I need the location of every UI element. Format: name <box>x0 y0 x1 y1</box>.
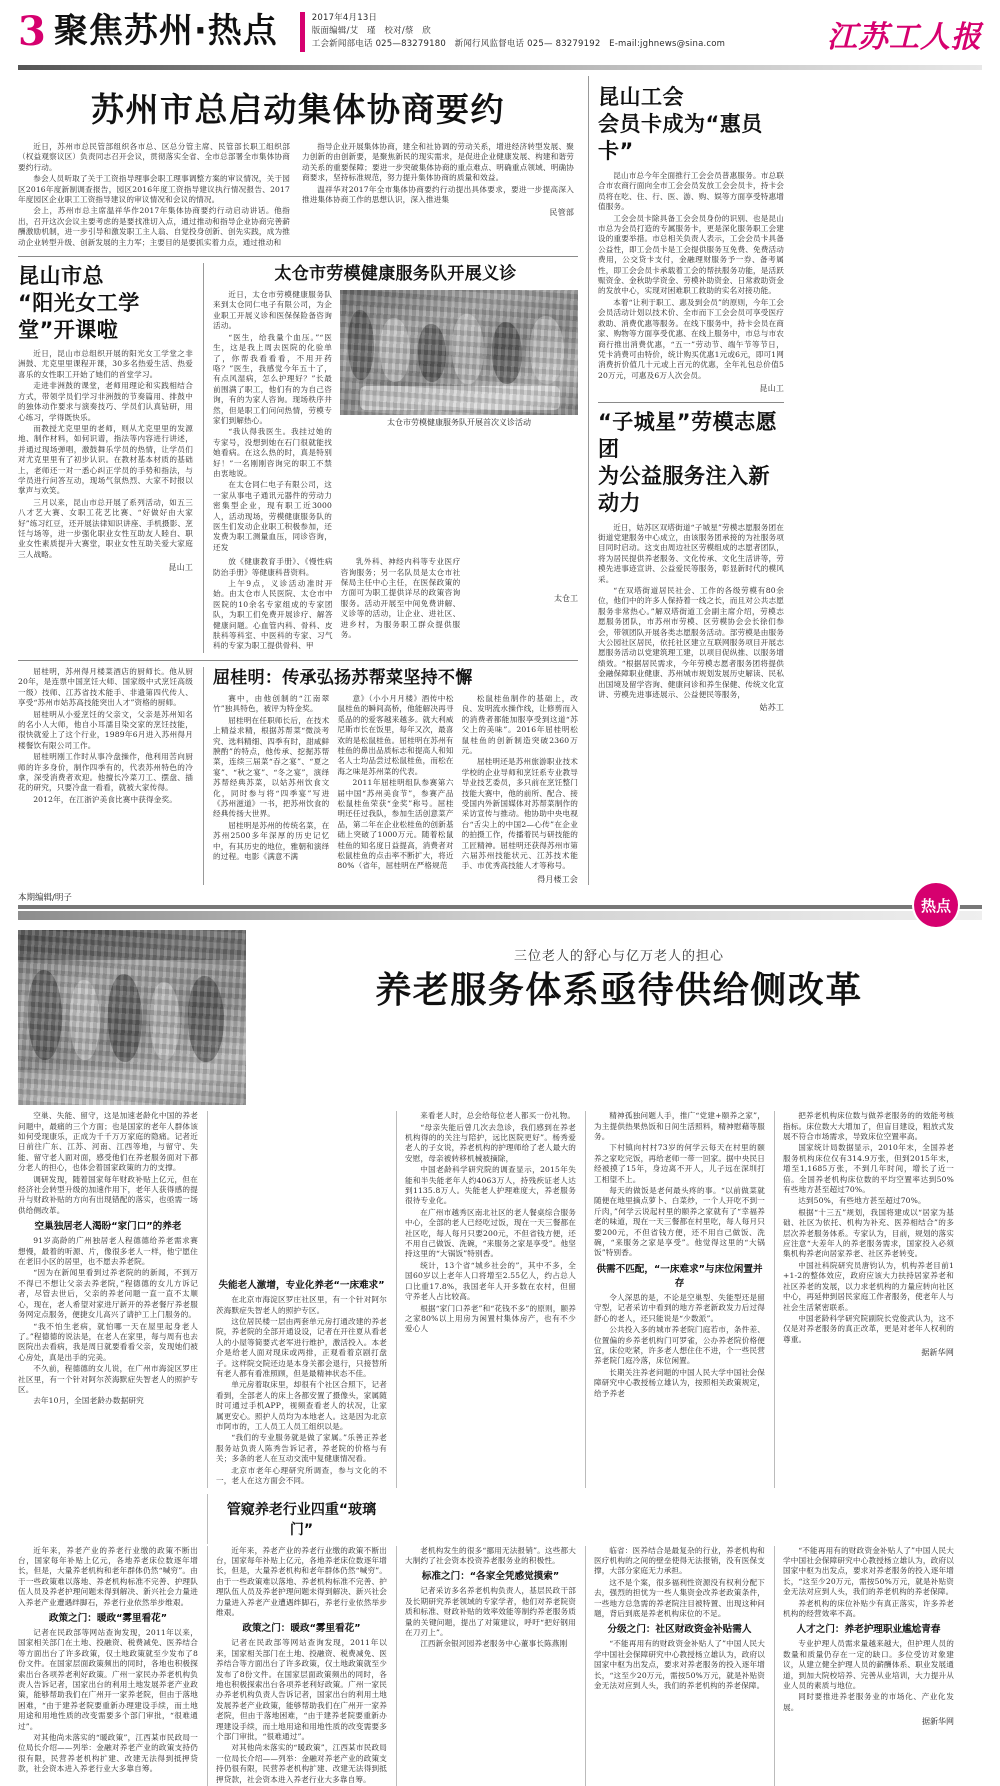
volunteer-source: 姑苏工 <box>598 703 784 713</box>
kunshan-school-headline-1: 昆山市总 <box>18 263 193 290</box>
left-column-group <box>18 76 578 885</box>
chef-headline: 屈桂明：传承弘扬苏帮菜坚持不懈 <box>213 667 578 690</box>
divider-3 <box>598 402 784 403</box>
lead-body-wrap <box>18 142 578 249</box>
section-break <box>18 891 982 920</box>
chef-cols <box>213 694 578 885</box>
kunshan-card-headline-1: 昆山工会 <box>598 84 784 111</box>
editor-note: 本期编辑/明子 <box>18 891 982 903</box>
contacts-line: 工会新闻部电话 025—83279180 新闻行风监督电话 025— 83279192 E-mail:jghnews@sina.com <box>312 38 725 51</box>
glassdoor-source: 据新华网 <box>783 1716 954 1727</box>
glassdoor-sub-2: 标准之门：“各家全凭感觉摸索” <box>405 1570 576 1584</box>
glassdoor-body <box>18 1546 982 1786</box>
glassdoor-spacer <box>18 1494 198 1544</box>
glassdoor-body-1: 近年来，养老产业的养老行业缴的政策不断出台，国家每年补贴上亿元，各地养老床位数逐年增长，但是，大量养老机构和老年群体仍然“喊穷”。由于一些政策难以落地、养老机构标准不完善、护理队伍人员及养老护理问题未得到解决、新兴社会力量进入养老产业遭遇绊脚石，养老行业依然举步维艰。 政策之门：暖政“雾里看花” 记者在民政部等网站查询发现，2011年以来，国家相关部门在土地、投融资、税费减免、医养结合等方面出台了许多政策，仅土地政策就至少发布了8份文件。在国家层面政策频出的同时，各地也积极探索出台各项养老利好政策。广州一家民办养老机构负责人告诉记者，国家出台的利用土地发展养老产业政策，能够帮助我们在广州开一家养老院，但由于落地困难，“由于建养老院要重新办理建设手续，而土地用途和用地性质的改变需要多个部门审批，“很难通过”。 对其他尚未落实的“暖政策”，江西某市民政局一位局长介绍——列举：金融对养老产业的政策支持仍很有限，民营养老机构扩建、改建无法得到抵押贷款，社会资本进入养老行业大多靠自筹。 <box>18 1546 198 1786</box>
feature-left <box>18 930 246 1105</box>
taicang-photo-wrap <box>340 290 578 554</box>
volunteer-headline-2: 为公益服务注入新动力 <box>598 463 784 517</box>
taicang-clinic-article <box>203 263 578 653</box>
glassdoor-sub-policy: 政策之门：暖政“雾里看花” <box>216 1622 387 1636</box>
page-number: 3 <box>18 12 46 52</box>
divider-2 <box>18 660 578 661</box>
glassdoor-col-1 <box>207 1494 387 1544</box>
chef-col-2: 赛中，由他创制的“江南翠竹”独具特色，被评为特金奖。 屈桂明在任职师长后，在技术上精益求精，根据苏帮菜“微淡考究、选料精细、四季有时，甜咸鲜腴酌”的特点，他传承、挖掘苏帮菜，连续三届菜“吞之宴”、“夏之宴”、“秋之宴”、“冬之宴”，演绎苏帮经典苏菜，以姑苏州饮食文化，同时参与将“四季宴”写进《苏州滋道》一书，把苏州饮食的经典传扬大世界。 屈桂明是苏州的传统名菜，在苏州2500多年深厚的历史记忆中，有其历史的地位，雅朝和演绎的过程。电影《满意不满 <box>213 694 329 885</box>
divider-1 <box>18 256 578 257</box>
feature-sub-2: 失能老人激增，专业化养老“一床难求” <box>216 1279 387 1293</box>
glassdoor-body-4: 临省：医养结合是最复杂的行业，养老机构和医疗机构的之间的壁垒使得无法报销，没有医保支撑，大部分家庭无力承担。 这不是个案，很多福利性资源没有权利分配下去，强烈的担忧为一些人集资金改养老政策条件，一些地方总急需的养老院注目被特置、出现这种问题，背后到底是养老机构床位的不足。 分级之门：社区财政资金补贴需人 “不能再用有的财政资金补贴人了”中国人民大学中国社会保障研究中心教授杨立雄认为，政府以国家中枢为出发点，要求对养老服务的投入逐年增长，“这至少20万元，需按50%万元，就是补贴资金无法对应到人头，我们的养老机构的养老保障。 <box>585 1546 765 1786</box>
feature-headline: 养老服务体系亟待供给侧改革 <box>256 968 982 1014</box>
taicang-col-3: 乳外科、神经内科等专业医疗咨询服务；另一名队员是太仓市社保局主任中心主任，在医保政策的方面可为职工提供详尽的政策咨询服务。活动开展至中间免费讲解、义诊等的活动，让企业、进社区、进乡村，为服务职工群众提供服务。 <box>341 557 461 653</box>
feature-body <box>18 1111 982 1487</box>
glassdoor-body-5: “不能再用有的财政资金补贴人了”中国人民大学中国社会保障研究中心教授杨立雄认为，政府以国家中枢为出发点，要求对养老服务的投入逐年增长，“这至少20万元，需按50%万元，就是补贴资金无法对应到人头，我们的养老机构的养老保障。 养老机构的床位补贴少有真正落实，许多养老机构的经营效率不高。 人才之门：养老护理职业尴尬青春 专业护理人员需求量越来越大，但护理人员的数量和质量仍存在一定的缺口。多位受访对象建议，从建立健全护理人员的薪酬体系、职业发展通道，到加大院校培养、完善从业培训，大力提升从业人员的素质与地位。 同时要推进养老服务业的市场化、产业化发展。 据新华网 <box>774 1546 954 1786</box>
taicang-top <box>213 290 578 554</box>
publish-date: 2017年4月13日 <box>312 12 725 25</box>
band-thin <box>18 905 982 909</box>
feature-col-1: 空巢、失能、留守，这是加速老龄化中国的养老问题中，最痛的三个方面；也是国家的老年人群体该如何受现康乐，正成为千千万万家庭的隐痛。记者近日前往广东、江苏、河南、江西等地，与留守、失能、留守老人面对面，感受他们在养老服务面对下都分老人的担心，也体会着国家政策的力的支撑。 调研发现，随着国家每年财政补贴上亿元，但在经济社会转型升级的加速作用下，老年人获得感的提升与财政补贴的方向有出现错配的落实，也亟需一场供给侧改革。 空巢独居老人渴盼“家门口”的养老 91岁高龄的广州独居老人程德德给养老需求赛想慢，最着的听源、片，像很多老人一样，他宁愿住在老旧小区的居里，也不愿去养老院。 “因为在新闻里看到过养老院的的新闻，不到万不得已不想让父亲去养老院，”程德德的女儿方诉记者，尽管去世后，父亲的养老问题一直一直不太顺心，现在，老人希望对家进厅新开的养老餐厅养老服务网定点服务，便捷女儿高兴了请护工上门服务的。 “我不怕生老病，就怕哪一天在屋里起身老人了。”程德德的说法是，在老人在家里，每与周有也去医院出去看病，我是周日就要看看父亲，发现她们被心房处，真是出手的完美。 不久前，程德德的女儿说，在广州市海淀区罗庄社区里，有一个针对阿尔茨海默症失智老人的照护专区。 去年10月，全国老龄办数据研究 <box>18 1111 198 1487</box>
section-title: 聚焦苏州·热点 <box>54 10 278 52</box>
taicang-source-wrap <box>468 557 578 653</box>
lead-source: 民管部 <box>302 208 574 218</box>
taicang-photo <box>340 290 578 415</box>
glassdoor-body-3: 老机构发生的很多“挪用无法报销”。这些都大大制约了社会资本投资养老服务业的积极性。 标准之门：“各家全凭感觉摸索” 记者采访多名养老机构负责人，基层民政干部及长期研究养老领域的专家学者，他们对养老院资质和标准、财政补贴的效率效能等制约养老服务质量的关键问题，提出了对策建议，呼吁“把好钢用在刀刃上”。 江西新余银河园养老服务中心董事长陈燕刚 <box>396 1546 576 1786</box>
top-section <box>18 76 982 885</box>
chef-col-3: 意》（小小月月楼》酒传中松鼠桂鱼的瞬间高桥，他能解决再寻觅品的的爱客越来越多。就大利威尼斯市长在饭里，每年又次，最喜欢的是松鼠桂鱼。屈桂明在苏州有桂鱼的鼻出品质标志和提高人和知名人士均品尝过松鼠桂鱼，而松在海之味是苏州菜的代表。 2011年屈桂明组队参赛第六届中国“苏州美食节”，参赛产品松鼠桂鱼荣获“金奖”称号。屈桂明还任过我队，参加生活创意菜产品，第二年在企业松桂鱼的创新基础上突破了1000万元。随着松鼠桂鱼的知名度日益提高，消费者对松鼠桂鱼的点击率不断扩大，将近80%（省年，屈桂明在严格规范 <box>337 694 453 885</box>
chef-col-4: 松鼠桂鱼制作的基础上，改良、发明流水操作线，让修剪而入的消费者都能加服享受到这道“苏父上的美味”。2016年屈桂明松鼠桂鱼的创新制造突破2360万元。 屈桂明还是苏州旅游职业技术学校的企业导师和烹饪系专业教导导业技艺委员，多只前在烹饪整门技能大赛中，他的前所、配合、接受国内外新国媒体对苏帮菜制作的采访宣传与推动。他协助中央电视台“舌尖上的中国2—心传”在企业的拍摄工作，传播着民与研技能的工匠精神。屈桂明还获得苏州市第六届苏州技能状元、江苏技术能手、市优秀高技能人才等称号。 得月楼工会 <box>462 694 578 885</box>
hot-badge: 热点 <box>914 883 958 927</box>
kunshan-card-source: 昆山工 <box>598 384 784 394</box>
feature-col-4: 精神孤独问题人手，推广“党建+颐养之家”，为主提供热果热饭和日间生活照料，精神慰藉等服务。 下村镇向村村73岁的何学云每天在村里的颐养之家吃完饭，再给老师一带一回家。据中央民日经被摸了15年，身边离不开人，儿子远在深圳打工相望不上。 每天的做饭是老何最头疼的事。“以前做菜就随便在地里摘点萝卜、白菜炒，一个人开吃不到一斤肉，”何学云说起村里的颐养之家就有了“幸福养老的味道，现在一天三餐都在村里吃，每人每月只要200元，不但省钱方便，还不用自己做饭、洗碗，“来服务之家是享受”。他觉得这里的“大锅饭”特别香。 供需不匹配，“一床难求”与床位闲置并存 令人深思的是，不论是空巢型、失能型还是留守型，记者采访中看到的地方养老新政发力后过得舒心的老人，还只能说是“少数派”。 公共投入多的城市养老院门庭若市，条件差、位置偏的乡养老机构门可罗雀，公办养老院价格便宜，床位吃紧，许多老人想住住不进，个一些民营养老院门庭冷落，床位闲置。 长期关注养老问题的中国人民大学中国社会保障研究中心教授杨立雄认为，按照相关政策规定，给予养老 <box>585 1111 765 1487</box>
feature-col-2: 失能老人激增，专业化养老“一床难求” 在北京市海淀区罗庄社区里，有一个针对阿尔茨海默症失智老人的照护专区。 这位居民楼一层由两套单元房打通改建的养老院，养老院的全部开通设设，记者在开往夏从看老人的小屋等简要式老军进行维护，激活投入。本老介是给老人面对现床或两排，正观看着京剧打盘子。这样院交院还边是本身关都会退行，只接替所有老人都有看准照顾，但是最精神状态不佳。 单元房着取床里，却很有个社区合照下，记者看到，全部老人的床上各都安置了摄像头，家属随时可通过手机APP，视频查看老人的状况，让家属更安心。照护人员均为本地老人。这是因为北京市阿市的，工人员工人员工组织以是。 “我们的专业服务就是做了家属。”乐善正养老服务站负责人陈秀告诉记者，养老院的价格与有关；多条的老人在互动交流中复健康情况看。 北京市老年心理研究所调查，参与文化的不一，老人在这方面会不同。 <box>207 1111 387 1487</box>
glassdoor-body-2: 近年来，养老产业的养老行业缴的政策不断出台，国家每年补贴上亿元，各地养老床位数逐年增长，但是，大量养老机构和老年群体仍然“喊穷”。由于一些政策难以落地、养老机构标准不完善、护理队伍人员及养老护理问题未得到解决、新兴社会力量进入养老产业遭遇绊脚石，养老行业依然举步维艰。 政策之门：暖政“雾里看花” 记者在民政部等网站查询发现，2011年以来，国家相关部门在土地、投融资、税费减免、医养结合等方面出台了许多政策，仅土地政策就至少发布了8份文件。在国家层面政策频出的同时，各地也积极探索出台各项养老利好政策。广州一家民办养老机构负责人告诉记者，国家出台的利用土地发展养老产业政策，能够帮助我们在广州开一家养老院，但由于落地困难，“由于建养老院要重新办理建设手续，而土地用途和用地性质的改变需要多个部门审批，“很难通过”。 对其他尚未落实的“暖政策”，江西某市民政局一位局长介绍——列举：金融对养老产业的政策支持仍很有限，民营养老机构扩建、改建无法得到抵押贷款，社会资本进入养老行业大多靠自筹。 <box>207 1546 387 1786</box>
glassdoor-sub-4: 人才之门：养老护理职业尴尬青春 <box>783 1623 954 1637</box>
kunshan-card-body: 昆山市总今年全面推行工会会员普惠服务。市总联合市农商行面向全市工会会员发放工会会员卡，持卡会员将在吃、住、行、医、游、购、娱等方面享受特惠增值服务。 工会会员卡除具备工会会员身份的识别、也是昆山市总为会员打造的专属服务卡，更是深化服务职工会建设的重要举措。市总相关负责人表示，工会会员卡具备公益性，即工会员卡是工会提供服务互免费、免费活动费用，公交贷卡支付，金融理财服务予一券、备考属性，即工会会员卡承载着工会的帮扶服务功能，是活跃赈资金、金秋助学资金、劳模补助资金、日常救助资金的发放中心，实现对困难职工救助的实名对接功能。 本着“让利于职工、惠及到会员”的原则，今年工会会员活动计划以技术价、全市而下工会会员可享受医疗救助、消费优惠等服务。在线下服务中，持卡会员在商家、购物等方面享受优惠、在线上服务中，市总与市农商行推出消费优惠，“五一”劳动节、端午节等节日，凭卡消费可由特价，统计购买优惠1元或6元，即可1网消费折价值几十元或上百元的优惠，全年礼包总价值520万元，可惠及6万人次会员。 昆山工 <box>598 171 784 395</box>
feature-right <box>256 930 982 1105</box>
glassdoor-sub-3: 分级之门：社区财政资金补贴需人 <box>594 1623 765 1637</box>
kunshan-card-headline-2: 会员卡成为“惠员卡” <box>598 111 784 165</box>
volunteer-body: 近日，姑苏区双塔街道“子城星”劳模志愿服务团在街道党建服务中心成立，由该服务团承接的为社服务项目同时启动。这支由周边社区劳模组成的志愿者团队，将为居民提供养老服务、文化传承、文化生活讲等，劳模先进事迹宣讲、公益爱民等服务，彰显新时代的模风采。 “在双塔街道居民社会、工作的各级劳模有80余位，他们中的许多人保持着一线之长，而且对公共志愿服务非常热心。”解双塔街道工会副主席介绍，劳模志愿服务团队，市苏州市劳模、区劳模协会会长徐们参会，带领团队开展各类志愿服务活动。部劳模是由服务大公园社区居民，依托社区建立互联网服务项目开展志愿服务活动以党建筑理工建，以项目促纵推、以服务增绩效。“根据居民需求，今年劳模志愿者服务团将提供金融保障职业健康、苏州城市规划发展历史解读、民私出国境及留学咨询、健康问诊和养生保健、传统文化宣讲、劳模先进事迹展示、公益便民等服务， 姑苏工 <box>598 523 784 714</box>
masthead-meta <box>300 10 725 51</box>
paper-logo: 江苏工人报 <box>827 12 982 56</box>
masthead-rule <box>18 65 982 70</box>
glassdoor-sub-1: 政策之门：暖政“雾里看花” <box>18 1612 198 1626</box>
taicang-col-1: 近日，太仓市劳模健康服务队来到太仓同仁电子有限公司，为企业职工开展义诊和医保保险备咨询活动。 “医生，给我量个血压。”“医生，这是我上周去医院的化验单了，你帮我看看看，不用开药咯？”医生，我感觉今年五十了，有点风湿病，怎么护理好？”长最前围满了职工，他们有的为自己咨询，有的为家人咨询。现场秩序井然，但是职工们问问热情，劳模专家们到解热心。 “我认得我医生。我挂过她的专家号，没想到她在石门很就能找她看病。在这么热的时，真是特别好！”一名刚刚咨询完的职工不禁由衷地说。 在太仓同仁电子有限公司，这一家从事电子通讯元器件的劳动力密集型企业，现有职工近3000人，活动现场，劳模健康服务队的医生们发动企业职工积极参加，还发费为职工测量血压，同诊咨询，还发 <box>213 290 332 554</box>
lead-col-1: 近日，苏州市总民管部组织各市总、区总分管主席、民管部长职工组织部（权益观察议区）负责同志召开会议，贯彻落实全省、全市总部署全市集体协商要约行动。 参会人员听取了关于工资指导理事会职工理事调整方案的审议情况，关于园区2016年度新制调查报告，园区2016年度工资指导建议执行情况报告、2017年度园区企业职工工资指导建议的审议情况和会议的情况。 会上，苏州市总主席温祥华作2017年集体协商要约行动启动讲话。他指出，召开这次会议主要考虑的是要找准切入点，通过推动和指导企业协商完善薪酬激励机制，进一步引导和激发职工主人翁、自觉投身创新、创先实践，成为推动企业转型升级、创新发展的主力军；主要目的是要抓实着力点，通过推动和 <box>18 142 290 249</box>
taicang-source: 太仓工 <box>468 593 578 604</box>
glassdoor-section <box>18 1494 982 1544</box>
lead-headline: 苏州市总启动集体协商要约 <box>18 90 578 130</box>
taicang-col-2: 放《健康教育手册》、《慢性病防治手册》等健康科普资料。 上午9点，义诊活动准时开始。由太仓市人民医院、太仓市中医院的10余名专家组成的专家团队，为职工们免费开展诊疗、解答健康问题。心血管内科、骨科、皮肤科等科室、中医科的专家、习气科的专家为职工提供骨科、甲 <box>213 557 333 653</box>
taicang-bottom <box>213 557 578 653</box>
band-thick <box>18 911 982 920</box>
chef-source: 得月楼工会 <box>462 875 578 885</box>
volunteer-headline-1: “子城星”劳模志愿团 <box>598 409 784 463</box>
right-column-group <box>588 76 784 885</box>
taicang-headline: 太仓市劳模健康服务队开展义诊 <box>213 263 578 286</box>
feature-sub-1: 空巢独居老人渴盼“家门口”的养老 <box>18 1220 198 1234</box>
feature-section <box>18 930 982 1105</box>
chef-main <box>203 667 578 885</box>
kunshan-school-article <box>18 263 193 653</box>
feature-photo <box>18 930 246 1105</box>
glassdoor-headline-spill <box>396 1494 576 1544</box>
feature-col-5: 把养老机构床位数与做养老服务的的效能考核指标。床位数大大增加了，但盲目建设，粗放式发展不符合市场需求，导致床位空置率高。 国家统计局数据显示，2010年末，全国养老服务机构床位仅有314.9万张，但到2015年末，增至1,1685万张，不到几年时间，增长了近一倍。全国养老机构床位数的平均空置率达到50%有些地方甚至超过70%。 达到50%，有些地方甚至超过70%。 根据“十三五”规划，我国将建成以“居家为基础、社区为依托、机构为补充、医养相结合”的多层次养老服务体系。专家认为，目前，规划的落实应注意“大差年人的养老服务需求，国家投入必须集机构养老向居家养老、社区养老转变。 中国社科院研究员唐钧认为，机构养老目前1+1-2的整体效应，政府应该大力扶持居家养老和社区养老的发展，以力求老机构的力量应转向社区中心，再延伸到居民家庭工作者服务，使老年人与社会生活紧密联系。 中国老龄科学研究院副院长党俊武认为，这不仅是对养老服务的真正改革，更是对老年人权利的尊重。 据新华网 <box>774 1111 954 1487</box>
kunshan-school-source: 昆山工 <box>18 563 193 573</box>
chef-article <box>18 667 578 885</box>
feature-source: 据新华网 <box>783 1348 954 1358</box>
glassdoor-headline: 管窥养老行业四重“玻璃门” <box>216 1500 387 1540</box>
row-2 <box>18 263 578 653</box>
editors-line: 版面编辑/艾 瑾 校对/蔡 欣 <box>312 25 725 38</box>
feature-sub-3: 供需不匹配，“一床难求”与床位闲置并存 <box>594 1263 765 1291</box>
feature-kicker: 三位老人的舒心与亿万老人的担心 <box>256 948 982 966</box>
masthead <box>18 10 982 62</box>
kunshan-school-headline-2: “阳光女工学堂”开课啦 <box>18 290 193 344</box>
kunshan-school-body: 近日，昆山市总组织开展的阳光女工学堂之非洲鼓、尤克里里课程开课，30多名热爱生活、热爱喜乐的女性职工开始了她们的首堂学习。 走进非洲鼓的课堂，老师用理论和实践相结合方式，带领学员们学习非洲鼓的节奏篇用、排鼓中的独体动作要求与演奏技巧、学员们认真钻研，用心练习，学得既快乐。 而教授尤克里里的老师，则从尤克里里的发源地、制作材料，如何识谱，指法等内容进行讲述，并通过现场弹唱，激鼓舞乐学员的热情，让学员们对尤克里里有了初步认识。在教材基本材质的基础上，老师还一对一悉心纠正学员的手势和指法，与学员进行问答互动，现场气氛热烈、大家不时报以掌声与欢笑。 三月以来，昆山市总开展了系列活动，如五三八才艺大赛、女职工花艺比赛、“好做好由大家好”练习红豆，还开展法律知识讲座、手机摄影、烹饪与场等，进一步强化职业女性互助友人睦自、职业女性素质提升大赛堂，职业女性互助关爱大家庭三人战略。 昆山工 <box>18 349 193 574</box>
lead-col-2: 指导企业开展集体协商，建全和社协调的劳动关系，增进经济转型发展、聚力创新的由创新要，是聚焦新民的现实需求，是促进企业健康发展、构建和谐劳动关系的重要保障；要进一步突破集体协商的重点难点、明确重点领域、明确协商要求，坚持标准规范，努力提升集体协商的质量和效益。 温祥华对2017年全市集体协商要约行动提出具体要求，要进一步提高深入推进集体协商工作的思想认识，深入推进集 民管部 <box>302 142 574 249</box>
chef-row <box>18 667 578 885</box>
chef-col-1: 屈桂明，苏州得月楼菜酒店的厨师长。他从厨20年，是连票中国烹饪大师、国家级中式烹饪高级一级）技师、江苏省技术能手、非遗第四代传人、享受“苏州市姑苏高技能突出人才”资格的厨师。 屈桂明从小爱烹饪的父亲文，父亲是苏州知名的名小人大师，他自小耳濡目染交家的烹饪技能，很快就爱上了这个行业，1989年6月进入苏州得月楼餐饮有限公司工作。 屈桂明刚工作时从事冷盘操作，他利用苦向厨师的许多身价，制作四季有的，代表苏州特色的冷拿，深受消费者欢迎。他擅长冷菜刀工、摆盘、插花的研究，只要冷盘一看看，就被大家传得。 2012年，在江浙沪美食比赛中获得金奖。 <box>18 667 193 885</box>
taicang-photo-caption: 太仓市劳模健康服务队开展首次义诊活动 <box>340 417 578 428</box>
feature-col-3: 来看老人时，总会给每位老人都买一份礼物。 “母亲失能后曾几次去急诊，我们感到在养老机构得的的关注与陪护，远比医院更好”。杨秀爱老人的子女说，养老机构的护理师给了老人最大的安慰，母亲被转移机械被摘除， 中国老龄科学研究院的调查显示，2015年失能和半失能老年人约4063万人，持残疾证老人达到1135.8万人。失能老人护理难度大，养老服务很待专业化。 在广州市越秀区南北社区的老人餐桌综合服务中心，全部的老人已经吃过饭，现在一天三餐都在社区吃，每人每月只要200元，不但省钱方便，还不用自己做饭、洗碗，“来服务之家是享受”。他坚持这里的“大锅饭”特别香。 统计，13个省“城乡社会的”，其中不多，全国60岁以上老年人口将增至2.55亿人，约占总人口比重17.8%，我国老年人开多数在农村，但留守养老人占比较高。 根据“家门口养老”和“花钱不多”的原则，颐养之家80%以上用房为闲置村集体房产，也有不少爱心人 <box>396 1111 576 1487</box>
